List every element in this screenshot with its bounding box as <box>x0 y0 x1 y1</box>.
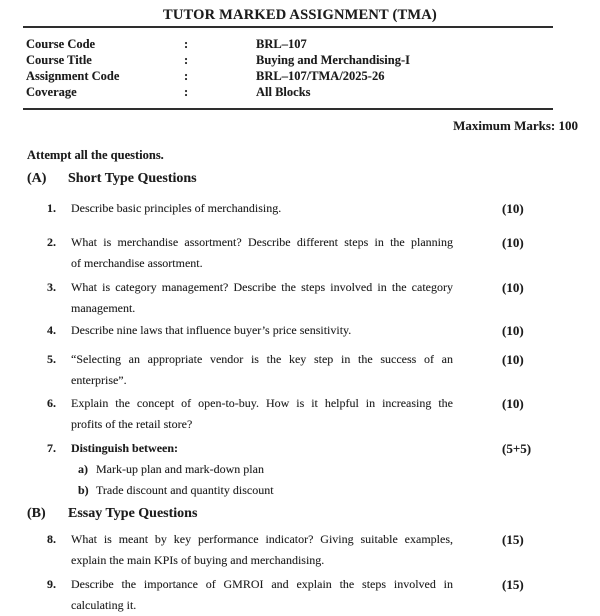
question-marks: (10) <box>502 201 524 216</box>
assignment-code-value: BRL–107/TMA/2025-26 <box>256 69 385 83</box>
subitem-letter: b) <box>78 483 89 497</box>
question-5 <box>0 349 600 391</box>
course-title-value: Buying and Merchandising-I <box>256 53 410 67</box>
section-b-heading <box>0 504 600 523</box>
question-marks: (10) <box>502 323 524 338</box>
assignment-code-label: Assignment Code <box>26 69 120 83</box>
subitem-text: Mark-up plan and mark-down plan <box>96 462 264 476</box>
question-marks: (10) <box>502 352 524 367</box>
question-number: 6. <box>47 396 56 410</box>
coverage-row <box>26 84 600 100</box>
coverage-value: All Blocks <box>256 85 311 99</box>
question-marks: (15) <box>502 532 524 547</box>
question-text: Distinguish between: <box>71 441 179 455</box>
question-text: What is merchandise assortment? Describe different steps in the planning <box>71 235 453 249</box>
question-marks: (5+5) <box>502 441 532 456</box>
course-info-table <box>26 36 600 100</box>
subitem-letter: a) <box>78 462 88 476</box>
separator: : <box>184 37 189 51</box>
question-text: Explain the concept of open-to-buy. How is it helpful in increasing the <box>71 396 453 410</box>
question-number: 1. <box>47 201 56 215</box>
assignment-code-row <box>26 68 600 84</box>
question-text: What is category management? Describe the steps involved in the category <box>71 280 453 294</box>
course-title-label: Course Title <box>26 53 92 67</box>
section-a-title: Short Type Questions <box>68 171 197 186</box>
question-text: calculating it. <box>71 598 137 612</box>
instruction: Attempt all the questions. <box>27 148 164 162</box>
max-marks: Maximum Marks: 100 <box>453 118 578 133</box>
question-number: 2. <box>47 235 56 249</box>
question-marks: (15) <box>502 577 524 592</box>
question-text: management. <box>71 301 136 315</box>
question-number: 4. <box>47 323 56 337</box>
course-title-row <box>26 52 600 68</box>
course-code-value: BRL–107 <box>256 37 307 51</box>
question-marks: (10) <box>502 235 524 250</box>
question-number: 5. <box>47 352 56 366</box>
course-code-label: Course Code <box>26 37 96 51</box>
question-8 <box>0 529 600 571</box>
section-b-id: (B) <box>27 506 46 521</box>
question-6 <box>0 393 600 435</box>
question-9 <box>0 574 600 616</box>
separator: : <box>184 53 189 67</box>
question-marks: (10) <box>502 396 524 411</box>
section-a-heading <box>0 169 600 188</box>
question-text: of merchandise assortment. <box>71 256 203 270</box>
coverage-label: Coverage <box>26 85 77 99</box>
title-rule <box>23 26 553 28</box>
separator: : <box>184 69 189 83</box>
question-number: 7. <box>47 441 56 455</box>
subitem-text: Trade discount and quantity discount <box>96 483 274 497</box>
document-title: TUTOR MARKED ASSIGNMENT (TMA) <box>163 7 437 23</box>
question-text: Describe basic principles of merchandising. <box>71 201 282 215</box>
question-text: enterprise”. <box>71 373 127 387</box>
question-text: Describe nine laws that influence buyer’s price sensitivity. <box>71 323 352 337</box>
separator: : <box>184 85 189 99</box>
question-4 <box>0 320 600 341</box>
section-a-id: (A) <box>27 171 47 186</box>
question-7 <box>0 438 600 459</box>
header-rule <box>23 108 553 110</box>
question-3 <box>0 277 600 319</box>
question-7-subitem-b <box>0 480 600 501</box>
question-number: 9. <box>47 577 56 591</box>
question-text: “Selecting an appropriate vendor is the key step in the success of an <box>71 352 453 366</box>
question-text: What is meant by key performance indicator? Giving suitable examples, <box>71 532 453 546</box>
question-text: profits of the retail store? <box>71 417 193 431</box>
question-marks: (10) <box>502 280 524 295</box>
section-b-title: Essay Type Questions <box>68 506 198 521</box>
question-number: 8. <box>47 532 56 546</box>
question-text: explain the main KPIs of buying and merchandising. <box>71 553 325 567</box>
question-1 <box>0 198 600 219</box>
question-number: 3. <box>47 280 56 294</box>
course-code-row <box>26 36 600 52</box>
question-text: Describe the importance of GMROI and explain the steps involved in <box>71 577 453 591</box>
question-7-subitem-a <box>0 459 600 480</box>
question-2 <box>0 232 600 274</box>
